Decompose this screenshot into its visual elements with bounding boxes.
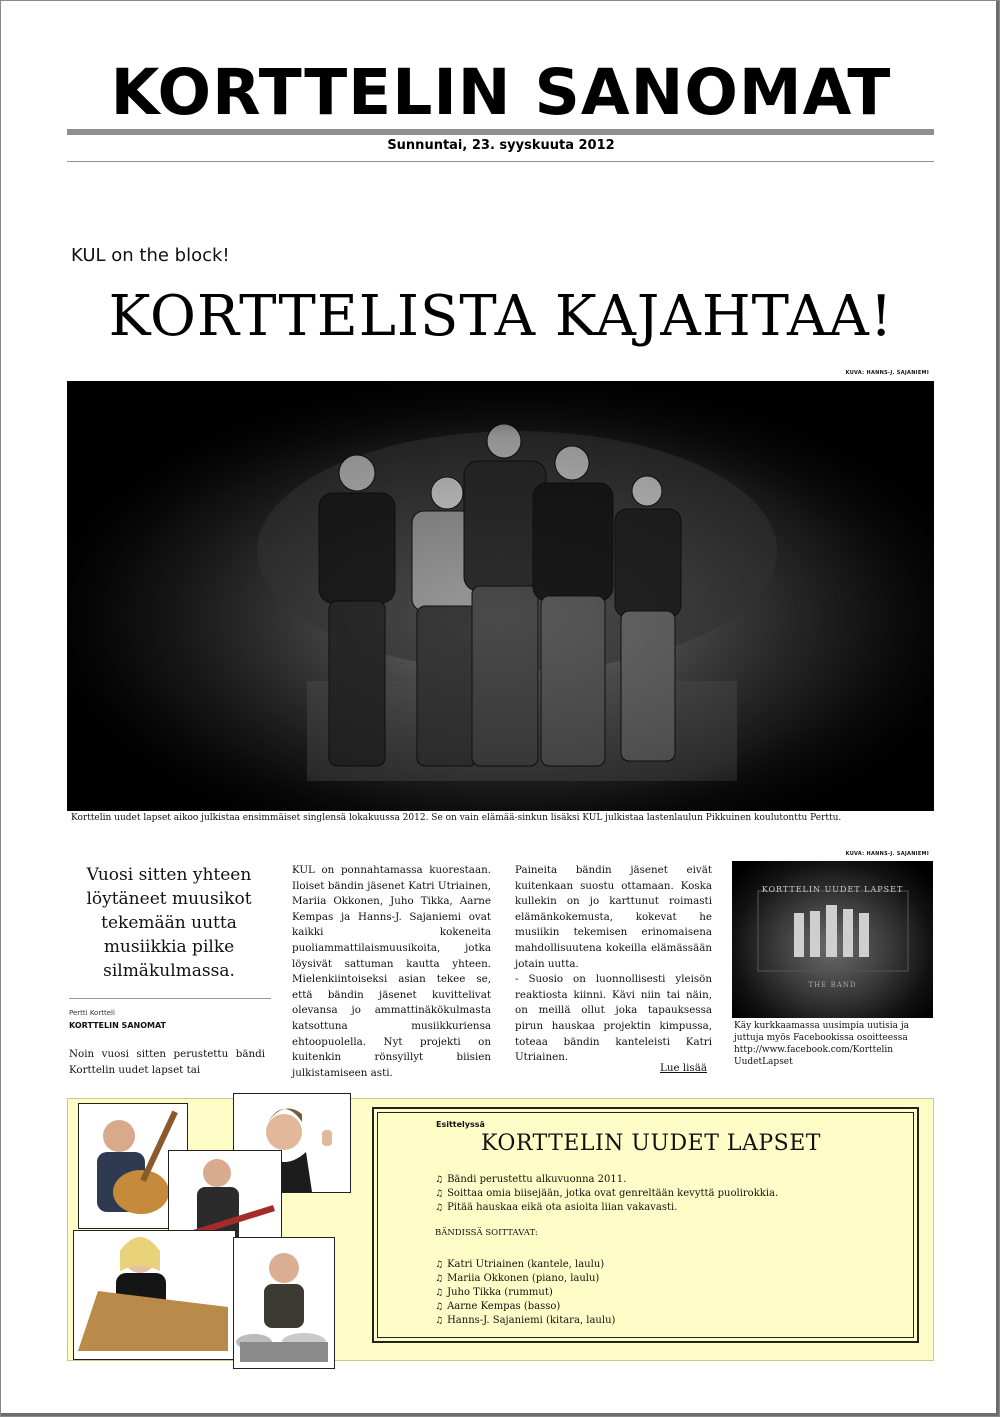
article-kicker: KUL on the block! <box>71 245 230 266</box>
article-headline: KORTTELISTA KAJAHTAA! <box>108 284 894 349</box>
photo-caption: Korttelin uudet lapset aikoo julkistaa ensimmäiset singlensä lokakuussa 2012. Se on vain elämää-sinkun lisäksi KUL julkistaa lastenlaulun Pikkuinen koulutonttu Perttu. <box>71 813 842 823</box>
pull-quote-rule <box>69 998 271 999</box>
drummer-illustration <box>234 1238 334 1368</box>
byline-paper: KORTTELIN SANOMAT <box>69 1021 166 1030</box>
list-item: ♫ Aarne Kempas (basso) <box>435 1301 561 1312</box>
music-note-icon: ♫ <box>435 1260 444 1270</box>
masthead-title: KORTTELIN SANOMAT <box>110 56 892 129</box>
music-note-icon: ♫ <box>435 1316 444 1326</box>
band-facts-list <box>435 1173 778 1215</box>
music-note-icon: ♫ <box>435 1175 444 1185</box>
kantele-player-photo <box>73 1230 236 1360</box>
band-photo-illustration <box>67 381 934 811</box>
article-column-3-para-1: Paineita bändin jäsenet eivät kuitenkaan suostu ottamaan. Koska kullekin on jo karttunut roimasti elämänkokemusta, kokevat he musiikin tekemisen erinomaisena mahdollisuutena kokeilla elämässään jotain uutta. <box>515 864 712 970</box>
music-note-icon: ♫ <box>435 1302 444 1312</box>
ad-photo-subtitle: THE BAND <box>808 981 857 989</box>
masthead-rule <box>67 129 934 135</box>
dateline-rule <box>67 161 934 162</box>
info-box-title: KORTTELIN UUDET LAPSET <box>481 1131 821 1156</box>
author-byline: Pertti Kortteli <box>69 1009 115 1017</box>
article-column-3-para-2: - Suosio on luonnollisesti yleisön reaktiosta kiinni. Kävi niin tai näin, on meillä ollut joka tapauksessa pirun hauskaa projektin kimpussa, toteaa bändin kanteleisti Katri Utriainen. <box>515 973 712 1064</box>
music-note-icon: ♫ <box>435 1189 444 1199</box>
facebook-promo-text: Käy kurkkaamassa uusimpia uutisia ja juttuja myös Facebookissa osoitteessa http://www.facebook.com/Korttelin UudetLapset <box>734 1021 910 1067</box>
list-item: ♫ Soittaa omia biisejään, jotka ovat genreltään kevyttä puolirokkia. <box>435 1188 779 1199</box>
info-box-label: Esittelyssä <box>436 1120 485 1129</box>
drummer-photo <box>233 1237 335 1369</box>
members-heading: BÄNDISSÄ SOITTAVAT: <box>435 1228 538 1238</box>
list-item: ♫ Juho Tikka (rummut) <box>435 1287 553 1298</box>
music-note-icon: ♫ <box>435 1288 444 1298</box>
list-item: ♫ Katri Utriainen (kantele, laulu) <box>435 1259 605 1270</box>
pull-quote: Vuosi sitten yhteen löytäneet muusikot tekemään uutta musiikkia pilke silmäkulmassa. <box>86 865 252 981</box>
list-item: ♫ Pitää hauskaa eikä ota asioita liian vakavasti. <box>435 1202 678 1213</box>
photo-credit: KUVA: HANNS-J. SAJANIEMI <box>845 370 929 376</box>
ad-photo-credit: KUVA: HANNS-J. SAJANIEMI <box>845 851 929 857</box>
read-more-link[interactable]: Lue lisää <box>660 1062 707 1074</box>
dateline: Sunnuntai, 23. syyskuuta 2012 <box>387 138 615 153</box>
music-note-icon: ♫ <box>435 1274 444 1284</box>
band-members-list <box>435 1258 615 1328</box>
ad-photo-title: KORTTELIN UUDET LAPSET <box>761 885 904 894</box>
article-column-1: Noin vuosi sitten perustettu bändi Korttelin uudet lapset tai <box>69 1048 265 1076</box>
list-item: ♫ Hanns-J. Sajaniemi (kitara, laulu) <box>435 1315 616 1326</box>
band-photo <box>67 381 934 811</box>
list-item: ♫ Mariia Okkonen (piano, laulu) <box>435 1273 600 1284</box>
music-note-icon: ♫ <box>435 1203 444 1213</box>
article-column-3 <box>515 863 712 1066</box>
list-item: ♫ Bändi perustettu alkuvuonna 2011. <box>435 1174 627 1185</box>
kantele-player-illustration <box>74 1231 235 1359</box>
article-column-2: KUL on ponnahtamassa kuorestaan. Iloiset bändin jäsenet Katri Utriainen, Mariia Okkonen, Juho Tikka, Aarne Kempas ja Hanns-J. Sajaniemi ovat kaikki kokeneita puoliammattilaismuusikoita, jotka löysivät sattuman kautta yhteen. Mielenkiintoiseksi asian tekee se, että bändin jäsenet kuvittelivat olevansa jo ammattinäkökulmasta katsottuna musiikkuriensa ehtoopuolella. Nyt projekti on kuitenkin rönsyillyt biisien julkistamiseen asti. <box>292 864 491 1079</box>
